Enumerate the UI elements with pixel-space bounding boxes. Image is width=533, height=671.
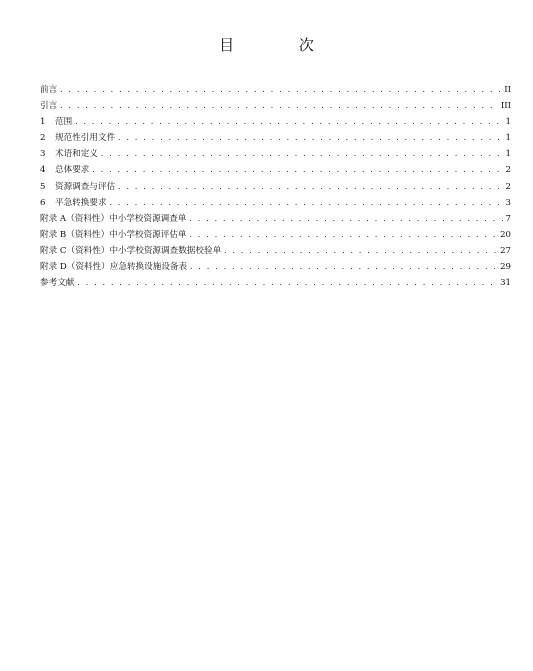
dot-leader [74, 114, 502, 130]
toc-entry-appendix-d[interactable] [40, 259, 511, 275]
toc-entry-page: II [504, 85, 511, 95]
toc-entry-page: 7 [505, 213, 511, 224]
toc-entry-page: 1 [505, 149, 511, 160]
toc-entry-label: 附录 C（资料性）中小学校资源调查数据校验单 [40, 245, 222, 256]
toc-entry-label: 范围 [55, 117, 73, 128]
toc-entry-conversion-requirements[interactable] [40, 195, 511, 211]
toc-entry-normative-references[interactable] [40, 130, 511, 146]
toc-entry-terms-definitions[interactable] [40, 146, 511, 162]
dot-leader [100, 146, 503, 162]
dot-leader [109, 195, 503, 211]
toc-entry-page: 2 [505, 165, 511, 176]
toc-entry-number: 4 [40, 165, 46, 176]
dot-leader [189, 227, 498, 243]
toc-entry-resource-survey[interactable] [40, 179, 511, 195]
toc-entry-page: III [500, 101, 511, 112]
toc-entry-page: 3 [505, 197, 511, 208]
toc-entry-number: 6 [40, 197, 46, 208]
toc-entry-appendix-a[interactable] [40, 211, 511, 227]
toc-entry-label: 总体要求 [55, 165, 90, 176]
toc-entry-page: 29 [500, 262, 511, 273]
toc-entry-number: 1 [40, 117, 46, 128]
toc-entry-page: 20 [500, 229, 511, 240]
toc-entry-label: 参考文献 [40, 278, 75, 289]
toc-entry-foreword[interactable] [40, 82, 511, 98]
toc-entry-label: 前言 [40, 85, 58, 95]
toc-entry-label: 平急转换要求 [55, 197, 107, 208]
toc-entry-label: 引言 [40, 101, 58, 112]
toc-entry-label: 规范性引用文件 [55, 133, 116, 144]
toc-entry-page: 1 [505, 133, 511, 144]
table-of-contents [40, 82, 511, 291]
toc-entry-label: 附录 B（资料性）中小学校资源评估单 [40, 229, 187, 240]
toc-entry-label: 术语和定义 [55, 149, 98, 160]
toc-entry-introduction[interactable] [40, 98, 511, 114]
toc-entry-label: 资源调查与评估 [55, 181, 116, 192]
toc-entry-label: 附录 D（资料性）应急转换设施设备表 [40, 262, 188, 273]
toc-entry-bibliography[interactable] [40, 275, 511, 291]
dot-leader [188, 211, 502, 227]
dot-leader [117, 179, 502, 195]
dot-leader [76, 275, 497, 291]
toc-title: 目 次 [219, 36, 344, 54]
dot-leader [91, 162, 502, 178]
toc-entry-page: 1 [505, 117, 511, 128]
dot-leader [189, 259, 497, 275]
toc-entry-number: 5 [40, 181, 46, 192]
dot-leader [59, 82, 501, 98]
dot-leader [223, 243, 497, 259]
toc-entry-page: 31 [500, 278, 511, 289]
toc-entry-page: 2 [505, 181, 511, 192]
dot-leader [59, 98, 498, 114]
toc-entry-label: 附录 A（资料性）中小学校资源调查单 [40, 213, 187, 224]
toc-entry-appendix-b[interactable] [40, 227, 511, 243]
dot-leader [117, 130, 502, 146]
toc-entry-appendix-c[interactable] [40, 243, 511, 259]
toc-entry-general-requirements[interactable] [40, 162, 511, 178]
toc-entry-number: 2 [40, 133, 46, 144]
toc-entry-number: 3 [40, 149, 46, 160]
toc-entry-page: 27 [500, 245, 511, 256]
toc-entry-scope[interactable] [40, 114, 511, 130]
